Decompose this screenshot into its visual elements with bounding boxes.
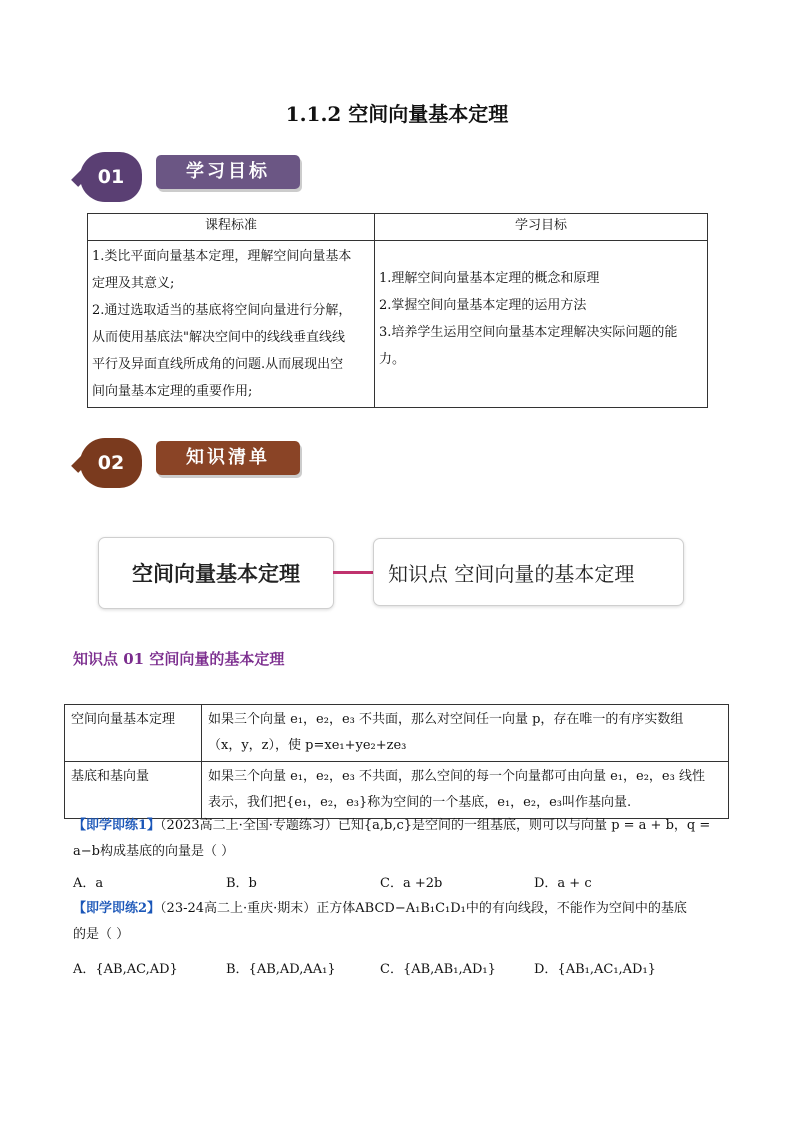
objectives-cell (375, 241, 708, 408)
section-header-goals (80, 152, 310, 202)
section-label: 学习目标 (156, 155, 300, 189)
standards-line: 2.通过选取适当的基底将空间向量进行分解， (92, 303, 352, 318)
knowledge-point-heading: 知识点 01 空间向量的基本定理 (73, 650, 285, 668)
term-cell: 基底和基向量 (65, 762, 202, 819)
section-header-knowledge (80, 438, 310, 488)
section-number: 02 (80, 438, 142, 488)
mindmap-connector (333, 571, 373, 574)
goals-table (87, 213, 708, 408)
knowledge-table (64, 704, 729, 819)
question-text: （2023高二上·全国·专题练习）已知{a,b,c}是空间的一组基底，则可以与向量 p = a + b，q = (160, 818, 711, 833)
section-label: 知识清单 (156, 441, 300, 475)
q2-option-d[interactable]: D．{AB₁,AC₁,AD₁} (534, 962, 656, 977)
objective-line: 力。 (379, 352, 406, 367)
standards-line: 从而使用基底法"解决空间中的线线垂直线线 (92, 330, 345, 345)
standards-line: 平行及异面直线所成角的问题.从而展现出空 (92, 357, 344, 372)
definition-cell (202, 762, 729, 819)
question-line: a−b构成基底的向量是（ ） (73, 844, 235, 859)
standards-line: 1.类比平面向量基本定理，理解空间向量基本 (92, 249, 352, 264)
question-tag: 【即学即练2】 (73, 901, 161, 916)
standards-line: 定理及其意义; (92, 276, 175, 291)
table-row (65, 705, 729, 762)
definition-cell (202, 705, 729, 762)
question-line (73, 813, 733, 839)
q1-option-c[interactable]: C．a +2b (380, 876, 443, 891)
standards-cell (88, 241, 375, 408)
q2-option-c[interactable]: C．{AB,AB₁,AD₁} (380, 962, 496, 977)
question-text: （23-24高二上·重庆·期末）正方体ABCD−A₁B₁C₁D₁中的有向线段，不能作为空间中的基底 (160, 901, 687, 916)
mindmap-root: 空间向量基本定理 (98, 537, 334, 609)
standards-line: 间向量基本定理的重要作用; (92, 384, 253, 399)
table-row (65, 762, 729, 819)
section-number: 01 (80, 152, 142, 202)
question-1 (73, 813, 733, 865)
objective-line: 2.掌握空间向量基本定理的运用方法 (379, 298, 587, 313)
objective-line: 3.培养学生运用空间向量基本定理解决实际问题的能 (379, 325, 678, 340)
mindmap-child: 知识点 空间向量的基本定理 (373, 538, 684, 606)
q1-option-a[interactable]: A．a (73, 876, 104, 891)
definition-line: （x，y，z），使 p=xe₁+ye₂+ze₃ (208, 738, 407, 753)
q2-option-a[interactable]: A．{AB,AC,AD} (73, 962, 178, 977)
col-header-objectives: 学习目标 (375, 214, 708, 241)
definition-line: 如果三个向量 e₁，e₂，e₃ 不共面，那么对空间任一向量 p，存在唯一的有序实数组 (208, 712, 684, 727)
definition-line: 如果三个向量 e₁，e₂，e₃ 不共面，那么空间的每一个向量都可由向量 e₁，e₂，e₃ 线性 (208, 769, 705, 784)
col-header-standards: 课程标准 (88, 214, 375, 241)
page-title: 1.1.2 空间向量基本定理 (285, 102, 509, 126)
q1-option-d[interactable]: D．a + c (534, 876, 592, 891)
question-line: 的是（ ） (73, 927, 130, 942)
q1-option-b[interactable]: B．b (226, 876, 257, 891)
question-line (73, 896, 733, 922)
objective-line: 1.理解空间向量基本定理的概念和原理 (379, 271, 600, 286)
term-cell: 空间向量基本定理 (65, 705, 202, 762)
question-tag: 【即学即练1】 (73, 818, 161, 833)
definition-line: 表示，我们把{e₁，e₂，e₃}称为空间的一个基底，e₁，e₂，e₃叫作基向量. (208, 795, 632, 810)
question-2 (73, 896, 733, 948)
q2-option-b[interactable]: B．{AB,AD,AA₁} (226, 962, 336, 977)
